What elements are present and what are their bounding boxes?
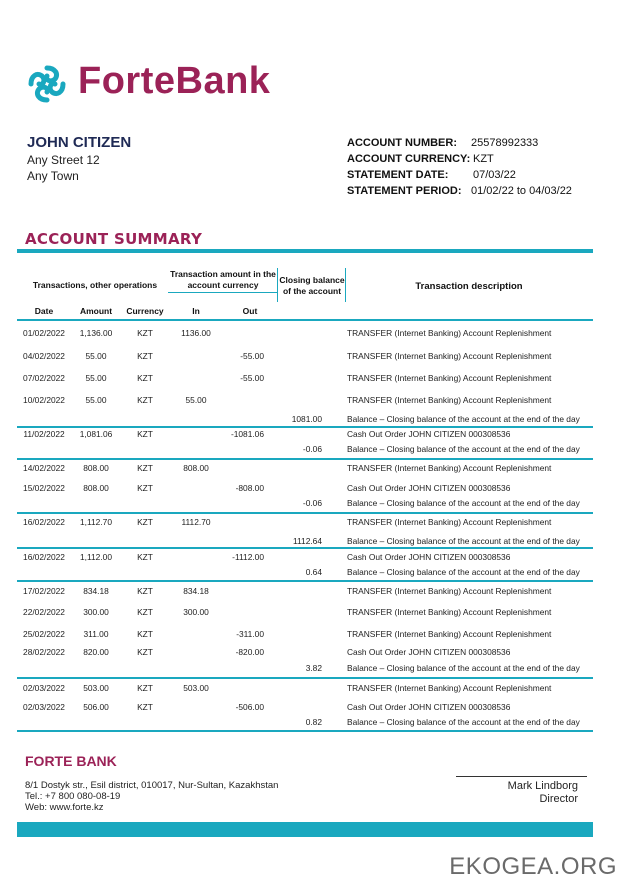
cell-currency: KZT [137, 607, 153, 617]
cell-amount: 808.00 [83, 463, 109, 473]
footer-web: Web: www.forte.kz [25, 802, 104, 813]
cell-date: 02/03/2022 [23, 683, 65, 693]
account-currency-label: ACCOUNT CURRENCY: [347, 153, 471, 165]
cell-desc: Cash Out Order JOHN CITIZEN 000308536 [347, 702, 511, 712]
customer-town: Any Town [27, 169, 79, 183]
header-bottom-divider [17, 319, 593, 321]
header-amount-group: Transaction amount in the account currency [170, 269, 276, 290]
customer-street: Any Street 12 [27, 153, 100, 167]
cell-currency: KZT [137, 463, 153, 473]
cell-currency: KZT [137, 351, 153, 361]
cell-desc: TRANSFER (Internet Banking) Account Replenishment [347, 373, 552, 383]
signatory-name: Mark Lindborg [507, 780, 578, 792]
cell-amount: 300.00 [83, 607, 109, 617]
forte-swirl-icon [25, 62, 69, 106]
cell-date: 25/02/2022 [23, 629, 65, 639]
cell-out: -808.00 [235, 483, 264, 493]
col-currency: Currency [126, 306, 164, 316]
cell-currency: KZT [137, 395, 153, 405]
cell-in: 1136.00 [181, 328, 211, 338]
cell-in: 55.00 [185, 395, 207, 405]
cell-desc: Balance – Closing balance of the account at the end of the day [347, 717, 580, 727]
cell-amount: 834.18 [83, 586, 109, 596]
group-divider [17, 547, 593, 549]
cell-currency: KZT [137, 429, 153, 439]
cell-out: -55.00 [240, 351, 264, 361]
summary-top-divider [17, 249, 593, 253]
cell-desc: Balance – Closing balance of the account at the end of the day [347, 498, 580, 508]
group-divider [17, 677, 593, 679]
cell-desc: Balance – Closing balance of the account at the end of the day [347, 663, 580, 673]
cell-balance: -0.06 [302, 498, 322, 508]
cell-currency: KZT [137, 517, 153, 527]
bank-logo [25, 62, 69, 106]
cell-date: 28/02/2022 [23, 647, 65, 657]
cell-desc: Cash Out Order JOHN CITIZEN 000308536 [347, 552, 511, 562]
cell-amount: 506.00 [83, 702, 109, 712]
cell-desc: Balance – Closing balance of the account at the end of the day [347, 444, 580, 454]
header-closing-left-line [277, 268, 278, 302]
header-amount-underline [168, 292, 278, 293]
statement-period: 01/02/22 to 04/03/22 [471, 185, 572, 197]
statement-period-label: STATEMENT PERIOD: [347, 185, 462, 197]
col-amount: Amount [79, 306, 113, 316]
cell-balance: 3.82 [305, 663, 322, 673]
group-divider [17, 426, 593, 428]
cell-currency: KZT [137, 328, 153, 338]
cell-date: 07/02/2022 [23, 373, 65, 383]
signatory-title: Director [539, 793, 578, 805]
cell-date: 17/02/2022 [23, 586, 65, 596]
col-date: Date [34, 306, 54, 316]
cell-in: 300.00 [183, 607, 209, 617]
table-bottom-divider [17, 730, 593, 732]
cell-amount: 503.00 [83, 683, 109, 693]
cell-desc: Cash Out Order JOHN CITIZEN 000308536 [347, 483, 511, 493]
cell-balance: 1112.64 [292, 536, 322, 546]
account-summary-title: ACCOUNT SUMMARY [25, 230, 203, 248]
watermark: EKOGEA.ORG [449, 853, 617, 880]
cell-out: -1081.06 [230, 429, 264, 439]
cell-desc: TRANSFER (Internet Banking) Account Replenishment [347, 351, 552, 361]
cell-balance: 0.64 [305, 567, 322, 577]
footer-bank-title: FORTE BANK [25, 753, 117, 769]
cell-desc: TRANSFER (Internet Banking) Account Replenishment [347, 395, 552, 405]
footer-address: 8/1 Dostyk str., Esil district, 010017, Nur-Sultan, Kazakhstan [25, 780, 279, 791]
cell-currency: KZT [137, 373, 153, 383]
cell-desc: Cash Out Order JOHN CITIZEN 000308536 [347, 647, 511, 657]
statement-date: 07/03/22 [473, 169, 516, 181]
cell-desc: TRANSFER (Internet Banking) Account Replenishment [347, 463, 552, 473]
cell-date: 16/02/2022 [23, 552, 65, 562]
cell-in: 834.18 [183, 586, 209, 596]
cell-date: 04/02/2022 [23, 351, 65, 361]
group-divider [17, 458, 593, 460]
cell-desc: TRANSFER (Internet Banking) Account Replenishment [347, 586, 552, 596]
header-description: Transaction description [415, 281, 523, 292]
cell-amount: 1,136.00 [79, 328, 113, 338]
group-divider [17, 580, 593, 582]
cell-currency: KZT [137, 683, 153, 693]
cell-desc: TRANSFER (Internet Banking) Account Replenishment [347, 629, 552, 639]
header-transactions-group: Transactions, other operations [32, 280, 158, 290]
cell-amount: 55.00 [85, 373, 107, 383]
account-number: 25578992333 [471, 137, 539, 149]
cell-date: 01/02/2022 [23, 328, 65, 338]
cell-in: 1112.70 [181, 517, 211, 527]
cell-currency: KZT [137, 629, 153, 639]
cell-amount: 1,081.06 [79, 429, 113, 439]
cell-amount: 55.00 [85, 351, 107, 361]
cell-desc: TRANSFER (Internet Banking) Account Replenishment [347, 328, 552, 338]
statement-date-label: STATEMENT DATE: [347, 169, 449, 181]
footer-tel: Tel.: +7 800 080-08-19 [25, 791, 121, 802]
cell-out: -1112.00 [232, 552, 264, 562]
cell-out: -820.00 [235, 647, 264, 657]
cell-desc: Balance – Closing balance of the account at the end of the day [347, 536, 580, 546]
customer-name: JOHN CITIZEN [27, 134, 132, 151]
account-number-label: ACCOUNT NUMBER: [347, 137, 457, 149]
cell-out: -506.00 [235, 702, 264, 712]
cell-amount: 311.00 [83, 629, 109, 639]
col-out: Out [242, 306, 258, 316]
cell-currency: KZT [137, 483, 153, 493]
cell-desc: TRANSFER (Internet Banking) Account Replenishment [347, 517, 552, 527]
footer-bar [17, 822, 593, 837]
cell-in: 503.00 [183, 683, 209, 693]
header-desc-left-line [345, 268, 346, 302]
cell-in: 808.00 [183, 463, 209, 473]
bank-name-logo: ForteBank [78, 60, 271, 102]
cell-date: 15/02/2022 [23, 483, 65, 493]
cell-date: 16/02/2022 [23, 517, 65, 527]
cell-desc: Balance – Closing balance of the account at the end of the day [347, 567, 580, 577]
cell-currency: KZT [137, 647, 153, 657]
cell-amount: 55.00 [85, 395, 107, 405]
group-divider [17, 512, 593, 514]
cell-desc: TRANSFER (Internet Banking) Account Replenishment [347, 683, 552, 693]
cell-date: 14/02/2022 [23, 463, 65, 473]
cell-amount: 808.00 [83, 483, 109, 493]
cell-balance: 1081.00 [291, 414, 322, 424]
signature-line [456, 776, 587, 777]
cell-desc: Balance – Closing balance of the account at the end of the day [347, 414, 580, 424]
cell-desc: TRANSFER (Internet Banking) Account Replenishment [347, 607, 552, 617]
cell-amount: 1,112.00 [80, 552, 112, 562]
cell-date: 10/02/2022 [23, 395, 65, 405]
cell-out: -55.00 [240, 373, 264, 383]
cell-desc: Cash Out Order JOHN CITIZEN 000308536 [347, 429, 511, 439]
col-in: In [192, 306, 200, 316]
cell-currency: KZT [137, 586, 153, 596]
account-currency: KZT [473, 153, 494, 165]
header-closing-balance: Closing balance of the account [279, 275, 345, 296]
cell-date: 22/02/2022 [23, 607, 65, 617]
cell-currency: KZT [137, 552, 153, 562]
cell-currency: KZT [137, 702, 153, 712]
cell-amount: 820.00 [83, 647, 109, 657]
cell-balance: -0.06 [302, 444, 322, 454]
cell-out: -311.00 [236, 629, 264, 639]
cell-date: 11/02/2022 [23, 429, 65, 439]
cell-balance: 0.82 [305, 717, 322, 727]
cell-date: 02/03/2022 [23, 702, 65, 712]
cell-amount: 1,112.70 [80, 517, 112, 527]
